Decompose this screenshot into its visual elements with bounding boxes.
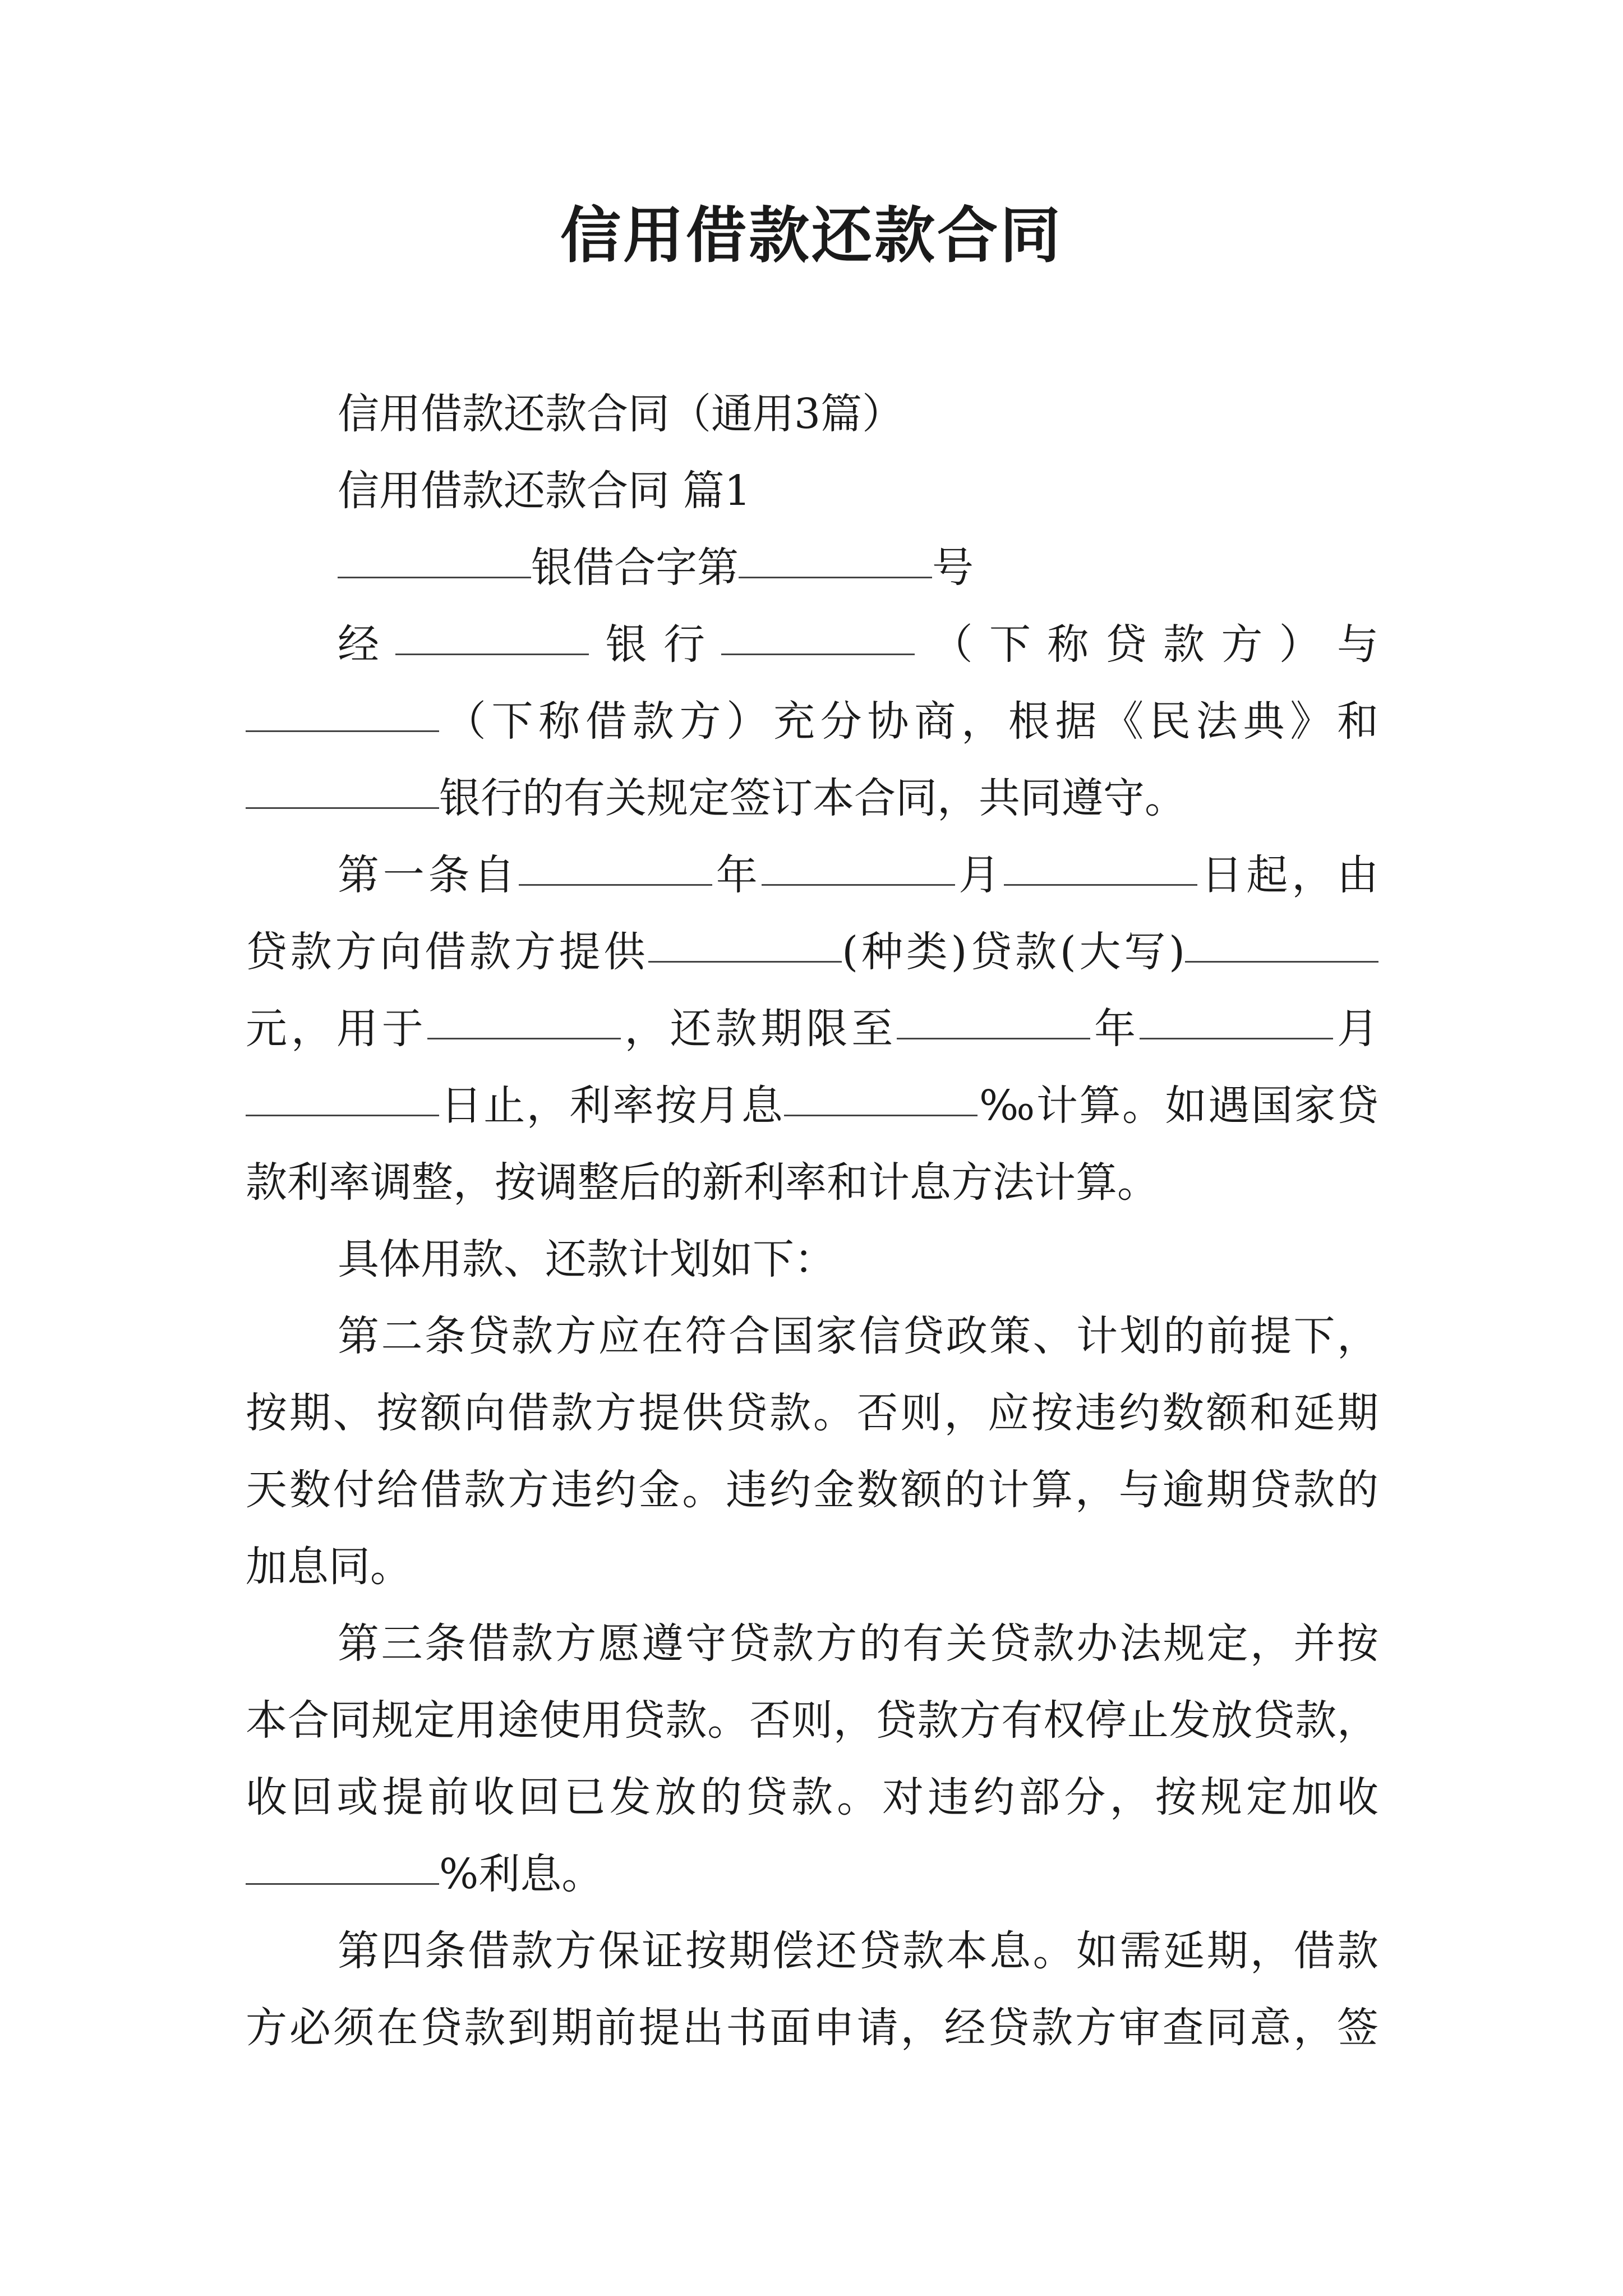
- line-text: 款利率调整，按调整后的新利率和计息方法计算。: [246, 1158, 1159, 1207]
- text-line: [246, 1144, 1378, 1221]
- fill-in-blank[interactable]: [648, 960, 842, 963]
- fill-in-blank[interactable]: [246, 1883, 439, 1885]
- text-line: [246, 760, 1378, 837]
- fill-in-blank[interactable]: [246, 730, 439, 732]
- text-line: [246, 683, 1378, 760]
- line-text: ，还款期限至: [620, 1005, 897, 1053]
- fill-in-blank[interactable]: [427, 1037, 621, 1039]
- text-line: [246, 1452, 1378, 1529]
- fill-in-blank[interactable]: [1140, 1037, 1333, 1039]
- line-text: ‰计算。如遇国家贷: [978, 1082, 1378, 1130]
- line-text: （下称借款方）充分协商，根据《民法典》和: [439, 697, 1378, 746]
- fill-in-blank[interactable]: [1185, 960, 1378, 963]
- line-text: 本合同规定用途使用贷款。否则，贷款方有权停止发放贷款，: [246, 1696, 1378, 1745]
- text-line: [246, 914, 1378, 991]
- line-text: 元，用于: [246, 1005, 427, 1053]
- text-line: [246, 1836, 1378, 1913]
- line-text: 经: [338, 620, 396, 669]
- fill-in-blank[interactable]: [1004, 884, 1197, 886]
- line-text: （下称贷款方）与: [915, 620, 1378, 669]
- text-line: [246, 453, 1378, 530]
- document-body: [246, 376, 1378, 2067]
- fill-in-blank[interactable]: [784, 1114, 978, 1116]
- text-line: [246, 606, 1378, 683]
- text-line: [246, 1605, 1378, 1682]
- text-line: [246, 1990, 1378, 2067]
- line-text: 信用借款还款合同 篇1: [338, 467, 751, 515]
- fill-in-blank[interactable]: [762, 884, 955, 886]
- text-line: [246, 1913, 1378, 1990]
- line-text: 贷款方向借款方提供: [246, 928, 649, 976]
- document-title: 信用借款还款合同: [560, 200, 1063, 271]
- text-line: [246, 1375, 1378, 1452]
- fill-in-blank[interactable]: [519, 884, 712, 886]
- line-text: 按期、按额向借款方提供贷款。否则，应按违约数额和延期: [246, 1389, 1378, 1437]
- line-text: 第二条贷款方应在符合国家信贷政策、计划的前提下，: [338, 1312, 1378, 1360]
- text-line: [246, 376, 1378, 453]
- line-text: 第四条借款方保证按期偿还贷款本息。如需延期，借款: [338, 1927, 1378, 1975]
- line-text: 银借合字第: [531, 544, 739, 592]
- text-line: [246, 1529, 1378, 1605]
- fill-in-blank[interactable]: [246, 807, 439, 809]
- text-line: [246, 1221, 1378, 1298]
- text-line: [246, 1068, 1378, 1144]
- line-text: 月: [1333, 1005, 1378, 1053]
- fill-in-blank[interactable]: [897, 1037, 1090, 1039]
- fill-in-blank[interactable]: [246, 1114, 439, 1116]
- fill-in-blank[interactable]: [395, 653, 589, 655]
- line-text: 月: [955, 851, 1004, 899]
- line-text: 方必须在贷款到期前提出书面申请，经贷款方审查同意，签: [246, 2004, 1378, 2052]
- line-text: 年: [1090, 1005, 1140, 1053]
- text-line: [246, 1298, 1378, 1375]
- fill-in-blank[interactable]: [739, 576, 932, 578]
- line-text: 具体用款、还款计划如下：: [338, 1235, 836, 1283]
- line-text: 第一条自: [338, 851, 519, 899]
- line-text: (种类)贷款(大写): [842, 928, 1186, 976]
- text-line: [246, 991, 1378, 1068]
- line-text: %利息。: [439, 1850, 603, 1898]
- text-line: [246, 530, 1378, 606]
- line-text: 加息同。: [246, 1543, 412, 1591]
- line-text: 银行: [589, 620, 722, 669]
- line-text: 日起，由: [1197, 851, 1378, 899]
- fill-in-blank[interactable]: [721, 653, 915, 655]
- line-text: 第三条借款方愿遵守贷款方的有关贷款办法规定，并按: [338, 1619, 1378, 1668]
- text-line: [246, 1759, 1378, 1836]
- line-text: 日止，利率按月息: [439, 1082, 785, 1130]
- text-line: [246, 837, 1378, 914]
- text-line: [246, 1682, 1378, 1759]
- line-text: 收回或提前收回已发放的贷款。对违约部分，按规定加收: [246, 1773, 1378, 1821]
- line-text: 天数付给借款方违约金。违约金数额的计算，与逾期贷款的: [246, 1466, 1378, 1514]
- line-text: 号: [932, 544, 974, 592]
- line-text: 银行的有关规定签订本合同，共同遵守。: [439, 774, 1186, 822]
- line-text: 信用借款还款合同（通用3篇）: [338, 390, 904, 438]
- line-text: 年: [712, 851, 762, 899]
- fill-in-blank[interactable]: [338, 576, 531, 578]
